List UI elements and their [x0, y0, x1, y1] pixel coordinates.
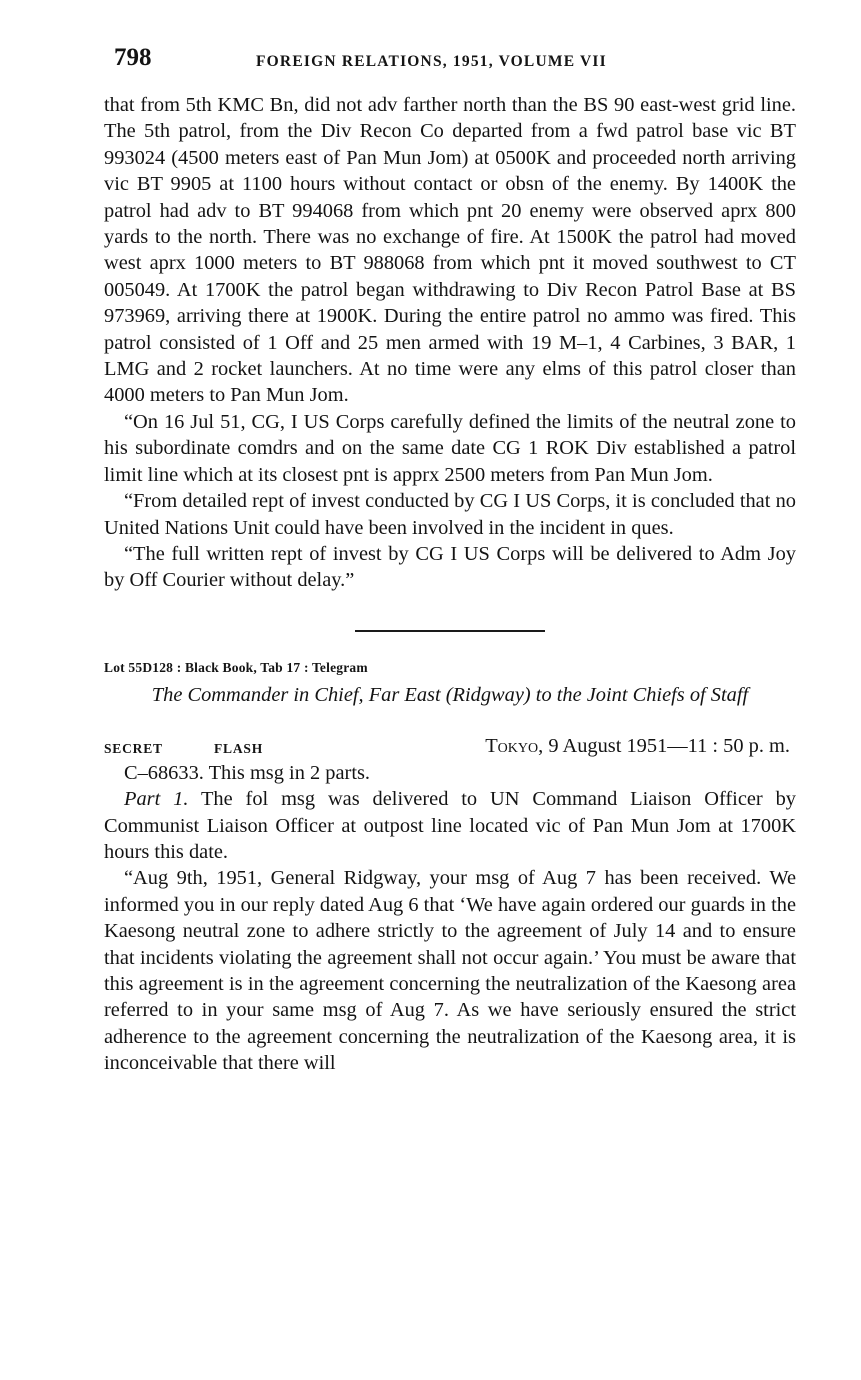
paragraph: [104, 786, 796, 865]
part-text: The fol msg was delivered to UN Command Liaison Officer by Communist Liaison Officer at outpost line located vic of Pan Mun Jom at 1700K hours this date.: [104, 788, 796, 863]
place-date: [485, 735, 790, 758]
paragraph: that from 5th KMC Bn, did not adv farther north than the BS 90 east-west grid line. The 5th patrol, from the Div Recon Co departed from a fwd patrol base vic BT 993024 (4500 meters east of Pan Mun Jom) at 0500K and proceeded north arriving vic BT 9905 at 1100 hours without contact or obsn of the enemy. By 1400K the patrol had adv to BT 994068 from which pnt 20 enemy were observed aprx 800 yards to the north. There was no exchange of fire. At 1500K the patrol had moved west aprx 1000 meters to BT 988068 from which pnt it moved southwest to CT 005049. At 1700K the patrol began withdrawing to Div Recon Patrol Base at BS 973969, arriving there at 1900K. During the entire patrol no ammo was fired. This patrol consisted of 1 Off and 25 men armed with 19 M–1, 4 Carbines, 3 BAR, 1 LMG and 2 rocket launchers. At no time were any elms of this patrol closer than 4000 meters to Pan Mun Jom.: [104, 94, 796, 407]
place: Tokyo,: [485, 734, 544, 757]
telegram-body: [104, 760, 796, 1077]
precedence-marking: FLASH: [214, 740, 264, 756]
document-title: The Commander in Chief, Far East (Ridgway) to the Joint Chiefs of Staff: [151, 683, 749, 706]
message-number: C–68633. This msg in 2 parts.: [124, 761, 371, 784]
classification-marking: SECRET: [104, 740, 163, 756]
paragraph: “Aug 9th, 1951, General Ridgway, your msg of Aug 7 has been received. We informed you in our reply dated Aug 6 that ‘We have again ordered our guards in the Kaesong neutral zone to adhere strictly to the agreement of July 14 and to ensure that incidents violating the agreement shall not occur again.’ You must be aware that this agreement is in the agreement concerning the neutralization of the Kaesong area referred to in your same msg of Aug 7. As we have seriously ensured the strict adherence to the agreement concerning the neutralization of the Kaesong area, it is inconceivable that there will: [104, 867, 796, 1075]
paragraph: “From detailed rept of invest conducted by CG I US Corps, it is concluded that no United Nations Unit could have been involved in the incident in ques.: [104, 490, 796, 539]
source-note: Lot 55D128 : Black Book, Tab 17 : Telegram: [104, 659, 368, 675]
paragraph: “The full written rept of invest by CG I US Corps will be delivered to Adm Joy by Off Courier without delay.”: [104, 542, 796, 592]
continuation-text: [104, 92, 796, 594]
part-label: Part 1.: [124, 788, 189, 811]
date: 9 August 1951—11 : 50 p. m.: [548, 734, 790, 757]
section-divider: [355, 630, 545, 632]
dateline: [104, 732, 796, 760]
paragraph: “On 16 Jul 51, CG, I US Corps carefully defined the limits of the neutral zone to his subordinate comdrs and on the same date CG 1 ROK Div established a patrol limit line which at its closest pnt is apprx 2500 meters from Pan Mun Jom.: [104, 410, 796, 486]
page-number: 798: [114, 44, 152, 71]
running-head: [104, 40, 796, 80]
page: [104, 40, 796, 1077]
running-title: FOREIGN RELATIONS, 1951, VOLUME VII: [256, 53, 607, 70]
